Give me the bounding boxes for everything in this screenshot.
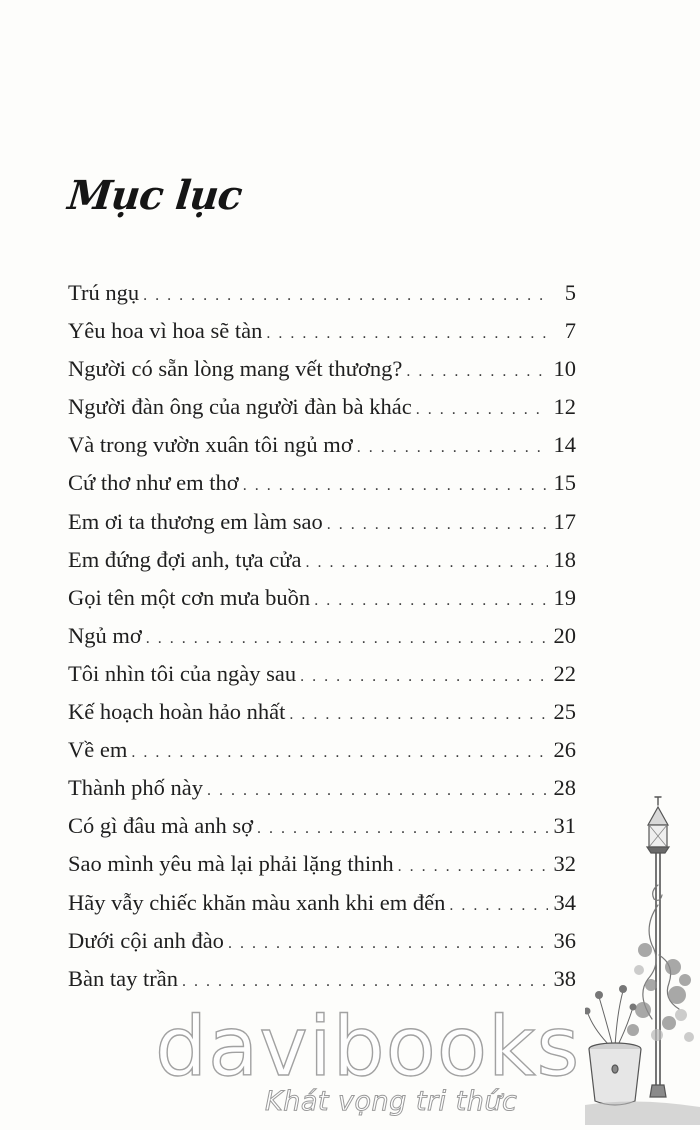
toc-entry-title: Em ơi ta thương em làm sao [68,508,323,534]
toc-entry-page: 7 [564,318,576,344]
dot-leader [357,429,548,467]
toc-entry [68,388,576,426]
toc-entry [68,579,576,617]
toc-entry-page: 38 [553,965,576,991]
toc-entry [68,845,576,883]
toc-entry-title: Hãy vẫy chiếc khăn màu xanh khi em đến [68,889,446,915]
dot-leader [406,353,548,391]
watermark-brand-name: davibooks [155,1000,581,1095]
dot-leader [449,887,548,925]
toc-entry-page: 32 [553,851,576,877]
toc-entry-title: Cứ thơ như em thơ [68,470,239,496]
toc-entry [68,426,576,464]
dot-leader [243,467,548,505]
toc-entry-title: Tôi nhìn tôi của ngày sau [68,660,297,686]
toc-entry-title: Kế hoạch hoàn hảo nhất [68,699,286,725]
toc-entry [68,541,576,579]
dot-leader [182,963,548,1001]
toc-entry-title: Về em [68,737,128,763]
toc-entry [68,731,576,769]
dot-leader [131,734,548,772]
toc-entry [68,693,576,731]
toc-entry-page: 34 [553,889,576,915]
toc-entry-page: 22 [553,660,576,686]
toc-entry-page: 36 [553,927,576,953]
toc-entry-title: Gọi tên một cơn mưa buồn [68,584,311,610]
lamppost-flowerpot-illustration [585,785,700,1125]
toc-entry-title: Bàn tay trần [68,965,178,991]
toc-entry-title: Dưới cội anh đào [68,927,224,953]
dot-leader [146,620,548,658]
toc-title: Mục lục [65,172,244,219]
toc-entry [68,274,576,312]
watermark-tagline: Khát vọng tri thức [265,1086,518,1117]
toc-entry-page: 5 [564,280,576,305]
toc-entry-page: 10 [553,356,576,382]
toc-entry [68,350,576,388]
dot-leader [300,658,548,696]
toc-entry [68,464,576,502]
toc-entry-page: 18 [553,546,576,572]
toc-entry-page: 25 [553,699,576,725]
dot-leader [305,544,548,582]
toc-entry [68,312,576,350]
toc-entry-title: Trú ngụ [68,280,140,305]
dot-leader [327,506,548,544]
toc-entry-page: 20 [553,622,576,648]
dot-leader [314,582,548,620]
toc-entry-title: Sao mình yêu mà lại phải lặng thinh [68,851,394,877]
toc-entry-page: 19 [553,584,576,610]
toc-entry [68,617,576,655]
toc-entry-title: Người có sẵn lòng mang vết thương? [68,356,403,382]
dot-leader [416,391,548,429]
toc-entry-title: Có gì đâu mà anh sợ [68,813,253,839]
toc-entry-page: 15 [553,470,576,496]
toc-entry [68,884,576,922]
toc-entry-page: 14 [553,432,576,458]
dot-leader [257,810,548,848]
toc-entry-page: 17 [553,508,576,534]
toc-entry [68,655,576,693]
toc-entry [68,807,576,845]
toc-entry-title: Thành phố này [68,775,203,801]
toc-entry [68,503,576,541]
toc-entry-page: 26 [553,737,576,763]
toc-entry-page: 28 [553,775,576,801]
toc-entry-title: Em đứng đợi anh, tựa cửa [68,546,302,572]
dot-leader [398,848,548,886]
watermark-logo [155,1000,581,1125]
toc-entry [68,960,576,998]
toc-entry-page: 12 [553,394,576,420]
toc-entry-page: 31 [553,813,576,839]
dot-leader [266,315,548,353]
dot-leader [228,925,548,963]
toc-entry [68,769,576,807]
dot-leader [289,696,548,734]
dot-leader [143,277,548,315]
toc-entry-title: Và trong vườn xuân tôi ngủ mơ [68,432,353,458]
dot-leader [207,772,548,810]
toc-entry-title: Ngủ mơ [68,622,142,648]
toc-entry [68,922,576,960]
toc-list [68,274,576,998]
toc-entry-title: Yêu hoa vì hoa sẽ tàn [68,318,263,344]
toc-entry-title: Người đàn ông của người đàn bà khác [68,394,412,420]
